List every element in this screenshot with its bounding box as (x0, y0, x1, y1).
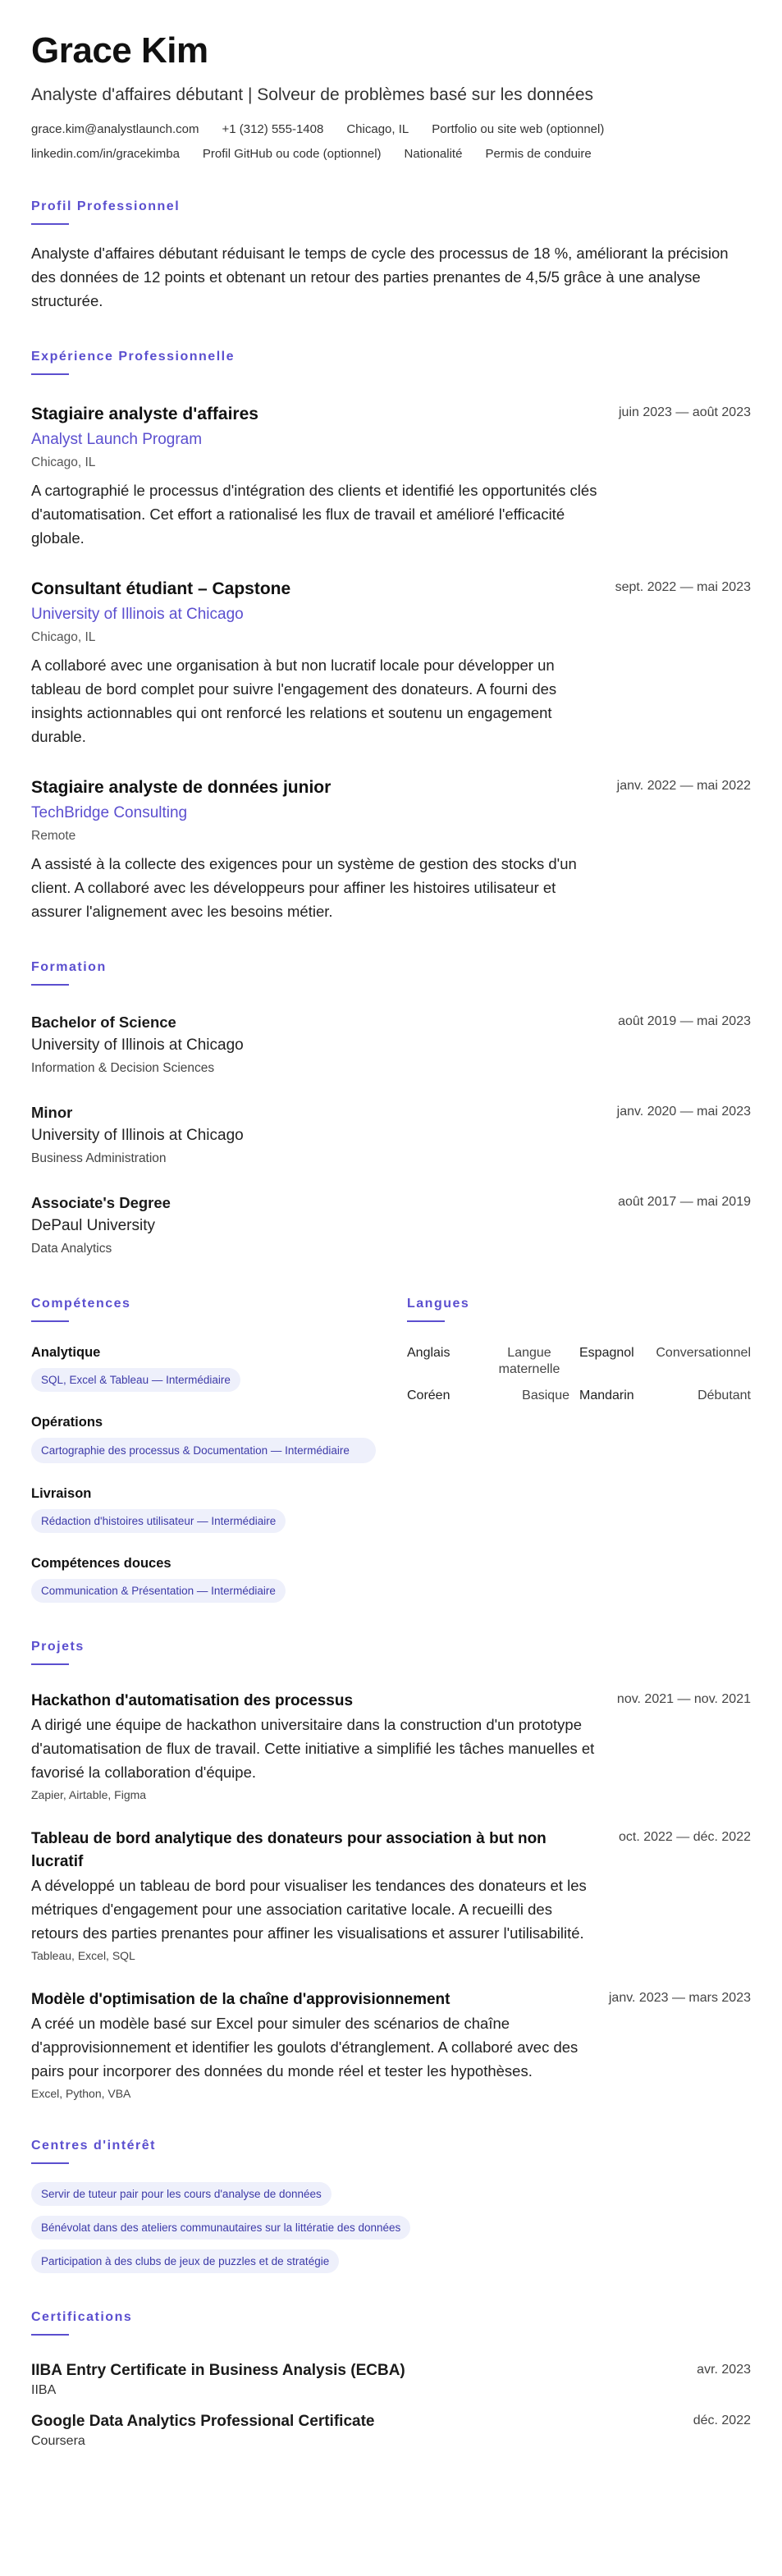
project-tools: Tableau, Excel, SQL (31, 1949, 135, 1962)
certification-item (31, 2360, 751, 2400)
degree: Bachelor of Science (31, 1013, 176, 1031)
section-title: Langues (407, 1297, 470, 1311)
field-of-study: Information & Decision Sciences (31, 1061, 215, 1075)
languages-section (407, 1296, 751, 1603)
contact-email[interactable]: grace.kim@analystlaunch.com (31, 122, 199, 136)
language-item (407, 1388, 579, 1404)
section-divider (31, 1663, 69, 1665)
section-divider (31, 2162, 69, 2164)
school: DePaul University (31, 1217, 155, 1234)
project-description: A développé un tableau de bord pour visualiser les tendances des donateurs et les métriques d'engagement pour une association caritative locale. A recueilli des retours des parties prenantes pour affiner les visualisations et assurer l'utilisabilité. (31, 1877, 587, 1942)
project-title: Hackathon d'automatisation des processus (31, 1692, 354, 1709)
experience-section (31, 349, 751, 923)
experience-item (31, 578, 751, 748)
section-divider (31, 223, 69, 225)
skill-chip: Communication & Présentation — Intermédiaire (31, 1579, 286, 1603)
degree: Minor (31, 1104, 73, 1121)
contact-linkedin[interactable]: linkedin.com/in/gracekimba (31, 147, 180, 161)
skill-chip: Cartographie des processus & Documentation — Intermédiaire (31, 1438, 376, 1463)
job-title: Stagiaire analyste de données junior (31, 778, 332, 797)
section-title: Projets (31, 1640, 85, 1654)
contact-github[interactable]: Profil GitHub ou code (optionnel) (202, 147, 382, 161)
language-item (579, 1345, 751, 1378)
job-title: Stagiaire analyste d'affaires (31, 405, 258, 423)
language-name: Coréen (407, 1389, 450, 1402)
section-divider (31, 2334, 69, 2336)
job-date: juin 2023 — août 2023 (618, 405, 751, 419)
field-of-study: Business Administration (31, 1151, 167, 1165)
interest-chip: Bénévolat dans des ateliers communautaires sur la littératie des données (31, 2216, 410, 2240)
education-item (31, 1102, 751, 1168)
certification-date: avr. 2023 (697, 2363, 751, 2377)
language-name: Anglais (407, 1346, 450, 1360)
job-employer: University of Illinois at Chicago (31, 606, 244, 623)
section-title: Profil Professionnel (31, 199, 181, 213)
skill-group (31, 1554, 407, 1603)
skill-category: Compétences douces (31, 1556, 171, 1571)
contact-nationality: Nationalité (404, 147, 463, 161)
job-description: A cartographié le processus d'intégration des clients et identifié les opportunités clés d'automatisation. Cet effort a rationalisé les flux de travail et amélioré l'efficacité globale. (31, 482, 597, 547)
job-description: A collaboré avec une organisation à but non lucratif locale pour développer un tableau de bord complet pour suivre l'engagement des donateurs. A fourni des insights actionnables qui ont renforcé les relations et soutenu un engagement durable. (31, 657, 557, 745)
interest-chip: Participation à des clubs de jeux de puzzles et de stratégie (31, 2249, 339, 2273)
profile-summary: Analyste d'affaires débutant réduisant le temps de cycle des processus de 18 %, améliorant la précision des données de 12 points et obtenant un retour des parties prenantes de 4,5/5 grâce à une analyse structurée. (31, 245, 729, 309)
language-level: Débutant (697, 1389, 751, 1402)
skills-section (31, 1296, 407, 1603)
project-tools: Zapier, Airtable, Figma (31, 1788, 147, 1801)
project-date: janv. 2023 — mars 2023 (608, 1991, 751, 2005)
job-date: sept. 2022 — mai 2023 (615, 580, 751, 594)
job-location: Chicago, IL (31, 630, 96, 644)
project-item (31, 1690, 751, 1803)
section-divider (31, 1320, 69, 1322)
skill-group (31, 1343, 407, 1392)
job-location: Chicago, IL (31, 455, 96, 469)
candidate-name: Grace Kim (31, 30, 208, 71)
field-of-study: Data Analytics (31, 1242, 112, 1256)
project-tools: Excel, Python, VBA (31, 2087, 131, 2100)
language-item (407, 1345, 579, 1378)
project-date: oct. 2022 — déc. 2022 (619, 1830, 751, 1844)
section-title: Expérience Professionnelle (31, 350, 235, 364)
language-level: Basique (522, 1389, 569, 1402)
job-title: Consultant étudiant – Capstone (31, 579, 291, 598)
section-title: Formation (31, 960, 107, 974)
education-section (31, 959, 751, 1258)
project-title: Modèle d'optimisation de la chaîne d'approvisionnement (31, 1991, 450, 2008)
contact-location: Chicago, IL (346, 122, 409, 136)
certification-date: déc. 2022 (693, 2414, 751, 2427)
certification-name: Google Data Analytics Professional Certificate (31, 2413, 375, 2430)
education-item (31, 1192, 751, 1258)
certification-item (31, 2411, 751, 2450)
skills-languages-row (31, 1296, 751, 1603)
section-title: Centres d'intérêt (31, 2139, 156, 2153)
profile-section (31, 199, 751, 313)
experience-item (31, 776, 751, 923)
project-description: A dirigé une équipe de hackathon universitaire dans la construction d'un prototype d'automatisation de flux de travail. Cette initiative a simplifié les tâches manuelles et favorisé la collaboration d'équipe. (31, 1716, 595, 1781)
degree: Associate's Degree (31, 1194, 171, 1211)
contact-phone[interactable]: +1 (312) 555-1408 (222, 122, 324, 136)
section-title: Certifications (31, 2310, 133, 2324)
certification-name: IIBA Entry Certificate in Business Analysis (ECBA) (31, 2362, 405, 2379)
certification-issuer: IIBA (31, 2383, 57, 2397)
candidate-headline: Analyste d'affaires débutant | Solveur de problèmes basé sur les données (31, 85, 594, 104)
resume-header (31, 30, 751, 162)
skill-group (31, 1413, 407, 1463)
project-item (31, 1988, 751, 2102)
education-date: août 2017 — mai 2019 (618, 1195, 751, 1209)
language-item (579, 1388, 751, 1404)
interest-chip: Servir de tuteur pair pour les cours d'analyse de données (31, 2182, 332, 2206)
education-date: janv. 2020 — mai 2023 (616, 1105, 751, 1119)
job-employer: TechBridge Consulting (31, 804, 188, 821)
section-divider (31, 373, 69, 375)
interest-list (31, 2182, 751, 2273)
section-divider (31, 984, 69, 986)
certifications-section (31, 2309, 751, 2450)
language-name: Espagnol (579, 1346, 634, 1360)
job-employer: Analyst Launch Program (31, 431, 203, 448)
education-date: août 2019 — mai 2023 (618, 1014, 751, 1028)
language-level: Conversationnel (656, 1346, 751, 1360)
contact-license: Permis de conduire (485, 147, 592, 161)
skill-chip: SQL, Excel & Tableau — Intermédiaire (31, 1368, 240, 1392)
interests-section (31, 2138, 751, 2273)
contact-portfolio[interactable]: Portfolio ou site web (optionnel) (432, 122, 605, 136)
certification-issuer: Coursera (31, 2434, 85, 2448)
contact-list (31, 121, 737, 162)
skill-category: Opérations (31, 1415, 103, 1430)
job-description: A assisté à la collecte des exigences pour un système de gestion des stocks d'un client. A collaboré avec les développeurs pour affiner les histoires utilisateur et assurer l'alignement avec les besoins métier. (31, 855, 577, 920)
project-description: A créé un modèle basé sur Excel pour simuler des scénarios de chaîne d'approvisionnement et identifier les goulots d'étranglement. A collaboré avec des pairs pour incorporer des données du monde réel et tester les hypothèses. (31, 2015, 578, 2080)
job-location: Remote (31, 829, 76, 843)
school: University of Illinois at Chicago (31, 1036, 244, 1054)
experience-item (31, 403, 751, 550)
education-item (31, 1012, 751, 1078)
language-list (407, 1345, 751, 1404)
skill-group (31, 1485, 407, 1533)
section-divider (407, 1320, 445, 1322)
language-name: Mandarin (579, 1389, 634, 1402)
projects-section (31, 1639, 751, 2102)
project-item (31, 1828, 751, 1964)
skill-category: Livraison (31, 1486, 92, 1501)
section-title: Compétences (31, 1297, 131, 1311)
skill-chip: Rédaction d'histoires utilisateur — Intermédiaire (31, 1509, 286, 1533)
project-title: Tableau de bord analytique des donateurs pour association à but non lucratif (31, 1830, 546, 1870)
project-date: nov. 2021 — nov. 2021 (616, 1692, 751, 1706)
language-level: Langue maternelle (498, 1346, 560, 1376)
job-date: janv. 2022 — mai 2022 (616, 779, 751, 793)
school: University of Illinois at Chicago (31, 1127, 244, 1144)
skill-category: Analytique (31, 1345, 101, 1360)
